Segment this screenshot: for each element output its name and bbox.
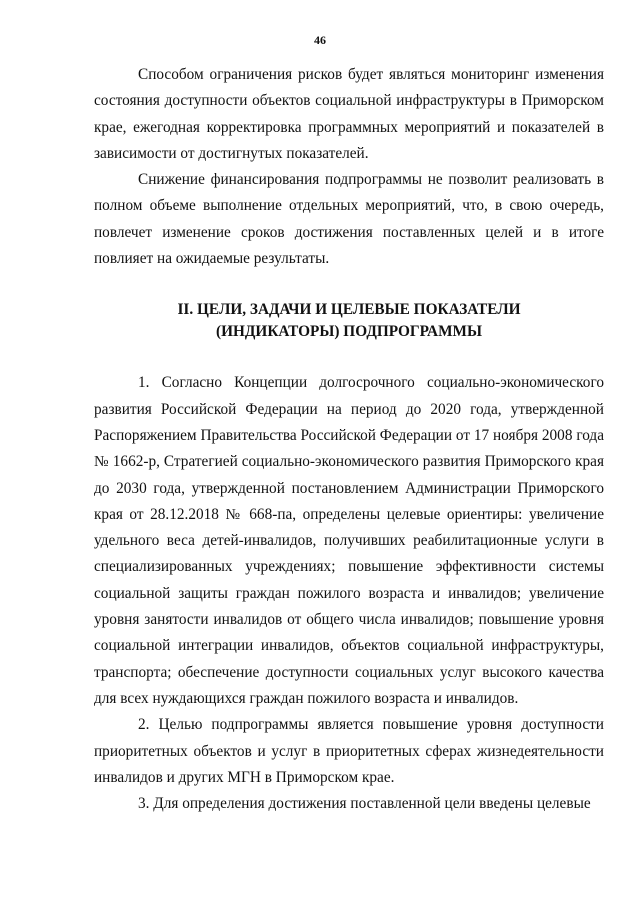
paragraph-item-3: 3. Для определения достижения поставленной цели введены целевые	[138, 795, 591, 813]
page-number: 46	[314, 33, 326, 47]
paragraph-funding-reduction: Снижение финансирования подпрограммы не позволит реализовать в полном объеме выполнение отдельных мероприятий, что, в свою очередь, повлечет изменение сроков достижения поставленных целей и в итоге повлияет на ожидаемые результаты.	[94, 171, 604, 268]
section-heading-line-1: II. ЦЕЛИ, ЗАДАЧИ И ЦЕЛЕВЫЕ ПОКАЗАТЕЛИ	[177, 301, 521, 319]
paragraph-risk-monitoring: Способом ограничения рисков будет являться мониторинг изменения состояния доступности объектов социальной инфраструктуры в Приморском крае, ежегодная корректировка программных мероприятий и показателей в зависимости от достигнутых показателей.	[94, 66, 604, 162]
document-body	[94, 62, 604, 817]
section-heading-line-2: (ИНДИКАТОРЫ) ПОДПРОГРАММЫ	[216, 323, 482, 341]
paragraph-item-2: 2. Целью подпрограммы является повышение уровня доступности приоритетных объектов и услуг в приоритетных сферах жизнедеятельности инвалидов и других МГН в Приморском крае.	[94, 716, 604, 786]
paragraph-item-1: 1. Согласно Концепции долгосрочного социально-экономического развития Российской Федерации на период до 2020 года, утвержденной Распоряжением Правительства Российской Федерации от 17 ноября 2008 года № 1662-р, Стратегией социально-экономического развития Приморского края до 2030 года, утвержденной постановлением Администрации Приморского края от 28.12.2018 № 668-па, определены целевые ориентиры: увеличение удельного веса детей-инвалидов, получивших реабилитационные услуги в специализированных учреждениях; повышение эффективности системы социальной защиты граждан пожилого возраста и инвалидов; увеличение уровня занятости инвалидов от общего числа инвалидов; повышение уровня социальной интеграции инвалидов, объектов социальной инфраструктуры, транспорта; обеспечение доступности социальных услуг высокого качества для всех нуждающихся граждан пожилого возраста и инвалидов.	[94, 374, 604, 707]
section-heading	[94, 299, 604, 343]
